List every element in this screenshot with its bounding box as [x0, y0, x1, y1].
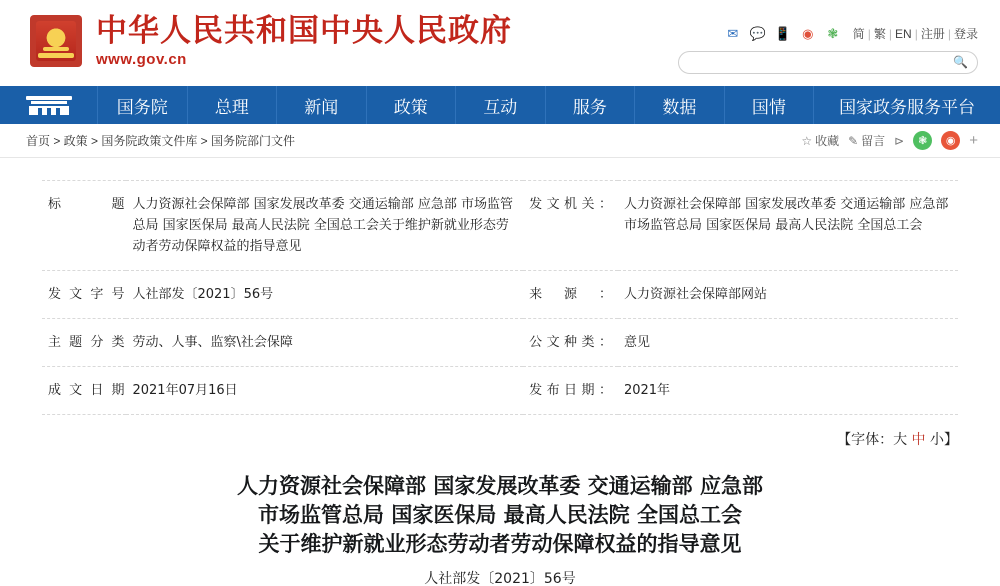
meta-value-category: 劳动、人事、监察\社会保障 — [132, 335, 293, 350]
nav-item-home[interactable] — [0, 86, 98, 124]
meta-label-docnum: 发文字号 — [48, 287, 125, 302]
meta-value-docnum: 人社部发〔2021〕56号 — [132, 287, 274, 302]
font-size-prefix: 【字体： — [837, 432, 894, 448]
search-input[interactable] — [689, 52, 944, 73]
title-line-2: 市场监管总局 国家医保局 最高人民法院 全国总工会 — [258, 502, 742, 527]
national-emblem-icon — [30, 15, 82, 67]
meta-label-writedate: 成文日期 — [48, 383, 125, 398]
mail-icon[interactable]: ✉ — [727, 25, 739, 41]
weibo-icon[interactable]: ◉ — [802, 25, 814, 41]
breadcrumb[interactable]: 首页 > 政策 > 国务院政策文件库 > 国务院部门文件 — [26, 134, 296, 148]
comment-label: 留言 — [861, 134, 886, 148]
nav-item-guoqing[interactable]: 国情 — [725, 86, 815, 124]
main-nav — [0, 86, 1000, 124]
site-brand[interactable] — [30, 14, 512, 68]
meta-value-publishdate: 2021年 — [623, 383, 671, 398]
site-title-cn: 中华人民共和国中央人民政府 — [96, 13, 512, 49]
site-header — [0, 0, 1000, 86]
table-row — [42, 271, 958, 319]
header-right — [678, 22, 978, 74]
wechat-share-icon[interactable]: ❃ — [913, 131, 932, 150]
more-share-button[interactable]: + — [969, 132, 978, 149]
header-icon-row — [678, 22, 978, 44]
meta-value-writedate: 2021年07月16日 — [132, 383, 238, 398]
pencil-icon: ✎ — [848, 133, 859, 148]
page-title — [0, 471, 1000, 558]
share-button[interactable] — [894, 134, 904, 148]
breadcrumb-row — [0, 124, 1000, 158]
lang-links: 简 | 繁 | EN | 注册 | 登录 — [852, 26, 978, 41]
site-title-en: www.gov.cn — [96, 51, 187, 68]
font-size-switcher — [0, 415, 1000, 449]
nav-item-guowuyuan[interactable]: 国务院 — [98, 86, 188, 124]
meta-label-publishdate: 发布日期： — [529, 383, 612, 398]
register-link[interactable]: 注册 — [920, 26, 945, 41]
nav-item-service-platform[interactable]: 国家政务服务平台 — [839, 97, 976, 118]
meta-table — [42, 180, 958, 415]
tool-row — [801, 131, 978, 150]
meta-label-category: 主题分类 — [48, 335, 125, 350]
nav-item-zongli[interactable]: 总理 — [188, 86, 278, 124]
document-number: 人社部发〔2021〕56号 — [424, 571, 576, 586]
favorite-button[interactable] — [801, 132, 839, 149]
share-icon: ⊳ — [894, 133, 905, 148]
comment-icon[interactable]: 💬 — [749, 25, 766, 41]
font-size-medium[interactable]: 中 — [911, 432, 926, 448]
meta-label-issuer: 发文机关： — [529, 197, 612, 212]
search-box[interactable] — [678, 51, 978, 74]
font-size-large[interactable]: 大 — [893, 432, 908, 448]
table-row — [42, 319, 958, 367]
lang-link-traditional[interactable]: 繁 — [873, 26, 886, 41]
font-size-small[interactable]: 小 — [930, 432, 944, 448]
nav-item-xinwen[interactable]: 新闻 — [277, 86, 367, 124]
tiananmen-icon — [26, 95, 72, 115]
comment-button[interactable] — [848, 132, 885, 149]
meta-value-title: 人力资源社会保障部 国家发展改革委 交通运输部 应急部 市场监管总局 国家医保局 最高人民法院 全国总工会关于维护新就业形态劳动者劳动保障权益的指导意见 — [132, 197, 514, 254]
table-row — [42, 181, 958, 271]
login-link[interactable]: 登录 — [953, 26, 978, 41]
nav-item-zhengce[interactable]: 政策 — [367, 86, 457, 124]
title-line-1: 人力资源社会保障部 国家发展改革委 交通运输部 应急部 — [237, 473, 763, 498]
nav-item-fuwu[interactable]: 服务 — [546, 86, 636, 124]
document-meta — [0, 158, 1000, 415]
search-icon[interactable]: 🔍 — [953, 55, 968, 69]
meta-value-issuer: 人力资源社会保障部 国家发展改革委 交通运输部 应急部 市场监管总局 国家医保局 最高人民法院 全国总工会 — [623, 197, 949, 233]
favorite-label: 收藏 — [815, 134, 840, 148]
lang-link-simplified[interactable]: 简 — [852, 26, 865, 41]
meta-label-source: 来源： — [529, 287, 612, 302]
meta-value-source: 人力资源社会保障部网站 — [623, 287, 767, 302]
table-row — [42, 367, 958, 415]
mobile-icon[interactable]: 📱 — [774, 25, 791, 41]
wechat-icon[interactable]: ❃ — [827, 25, 839, 41]
nav-item-hudong[interactable]: 互动 — [456, 86, 546, 124]
meta-value-doctype: 意见 — [623, 335, 650, 350]
meta-label-doctype: 公文种类： — [529, 335, 612, 350]
star-icon: ☆ — [801, 133, 813, 148]
meta-label-title: 标题 — [48, 197, 125, 212]
lang-link-en[interactable]: EN — [895, 26, 912, 41]
nav-item-shuju[interactable]: 数据 — [635, 86, 725, 124]
title-line-3: 关于维护新就业形态劳动者劳动保障权益的指导意见 — [258, 531, 742, 556]
font-size-suffix: 】 — [944, 432, 958, 448]
weibo-share-icon[interactable]: ◉ — [941, 131, 960, 150]
